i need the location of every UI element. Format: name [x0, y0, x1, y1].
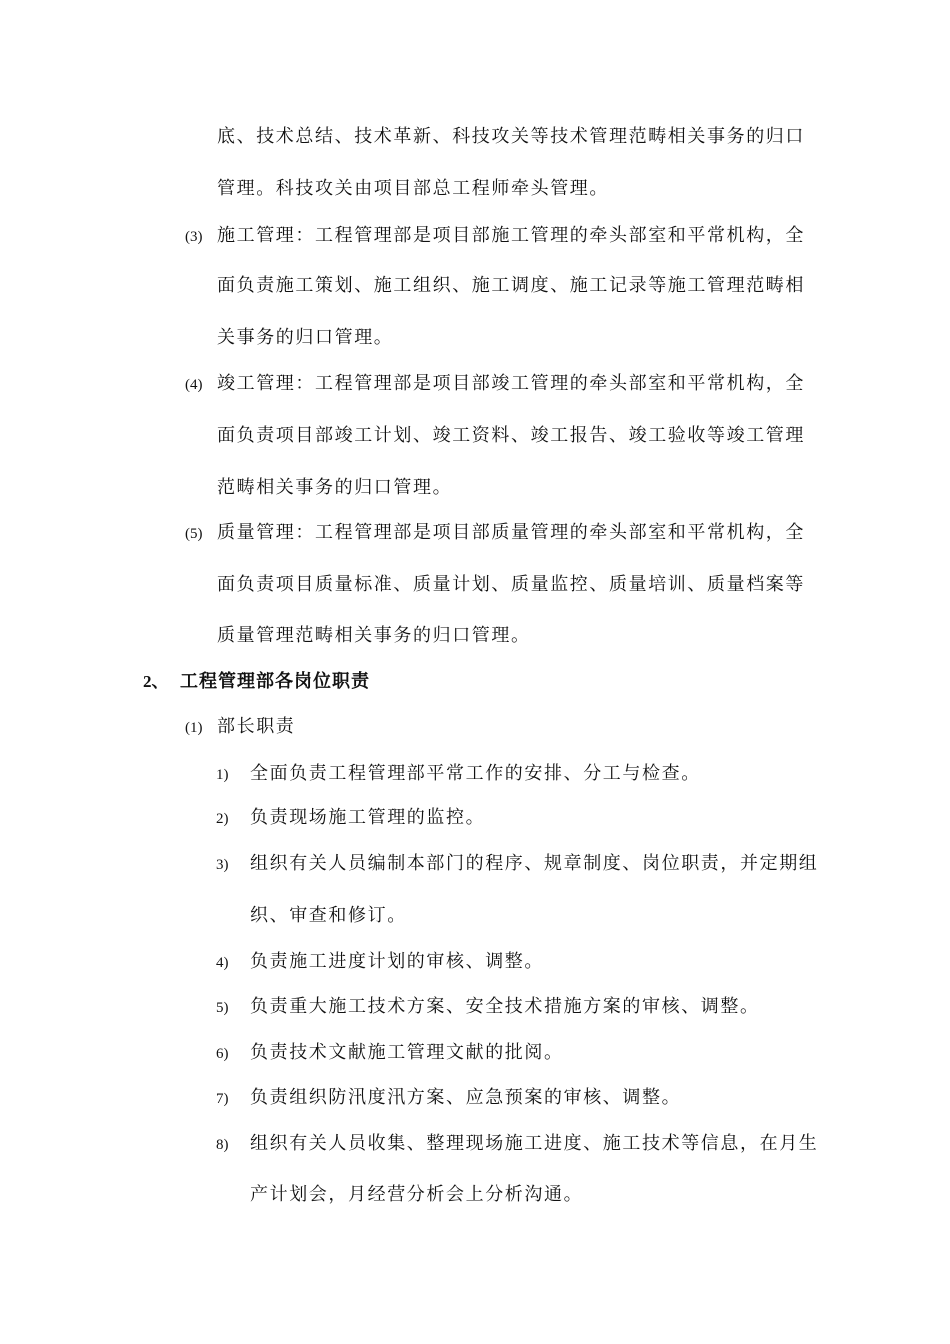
duty-line: 负责施工进度计划的审核、调整。	[250, 951, 544, 972]
section-heading: 工程管理部各岗位职责	[180, 671, 370, 692]
paragraph-line: 管理。科技攻关由项目部总工程师牵头管理。	[217, 178, 609, 199]
duty-line: 组织有关人员收集、整理现场施工进度、施工技术等信息，在月生	[250, 1133, 819, 1154]
duty-number: 2)	[216, 811, 229, 827]
paragraph-line: 面负责项目质量标准、质量计划、质量监控、质量培训、质量档案等	[217, 574, 805, 595]
duty-number: 4)	[216, 955, 229, 971]
duty-number: 8)	[216, 1137, 229, 1153]
paragraph-line: 竣工管理：工程管理部是项目部竣工管理的牵头部室和平常机构，全	[217, 373, 805, 394]
item-number: (4)	[185, 377, 203, 393]
paragraph-line: 底、技术总结、技术革新、科技攻关等技术管理范畴相关事务的归口	[217, 126, 805, 147]
subsection-title: 部长职责	[217, 716, 296, 737]
section-number: 2、	[143, 672, 169, 691]
duty-number: 7)	[216, 1091, 229, 1107]
paragraph-line: 质量管理：工程管理部是项目部质量管理的牵头部室和平常机构，全	[217, 522, 805, 543]
paragraph-line: 面负责施工策划、施工组织、施工调度、施工记录等施工管理范畴相	[217, 275, 805, 296]
subsection-number: (1)	[185, 720, 203, 736]
duty-line: 全面负责工程管理部平常工作的安排、分工与检查。	[250, 763, 701, 784]
duty-line: 产计划会，月经营分析会上分析沟通。	[250, 1184, 584, 1205]
duty-line: 负责组织防汛度汛方案、应急预案的审核、调整。	[250, 1087, 682, 1108]
duty-line: 织、审查和修订。	[250, 905, 407, 926]
item-number: (3)	[185, 229, 203, 245]
duty-line: 组织有关人员编制本部门的程序、规章制度、岗位职责，并定期组	[250, 853, 819, 874]
duty-line: 负责重大施工技术方案、安全技术措施方案的审核、调整。	[250, 996, 760, 1017]
duty-number: 3)	[216, 857, 229, 873]
duty-line: 负责技术文献施工管理文献的批阅。	[250, 1042, 564, 1063]
paragraph-line: 关事务的归口管理。	[217, 327, 394, 348]
item-number: (5)	[185, 526, 203, 542]
duty-number: 5)	[216, 1000, 229, 1016]
duty-line: 负责现场施工管理的监控。	[250, 807, 486, 828]
paragraph-line: 质量管理范畴相关事务的归口管理。	[217, 625, 531, 646]
paragraph-line: 范畴相关事务的归口管理。	[217, 477, 453, 498]
paragraph-line: 面负责项目部竣工计划、竣工资料、竣工报告、竣工验收等竣工管理	[217, 425, 805, 446]
duty-number: 1)	[216, 767, 229, 783]
duty-number: 6)	[216, 1046, 229, 1062]
paragraph-line: 施工管理：工程管理部是项目部施工管理的牵头部室和平常机构，全	[217, 225, 805, 246]
